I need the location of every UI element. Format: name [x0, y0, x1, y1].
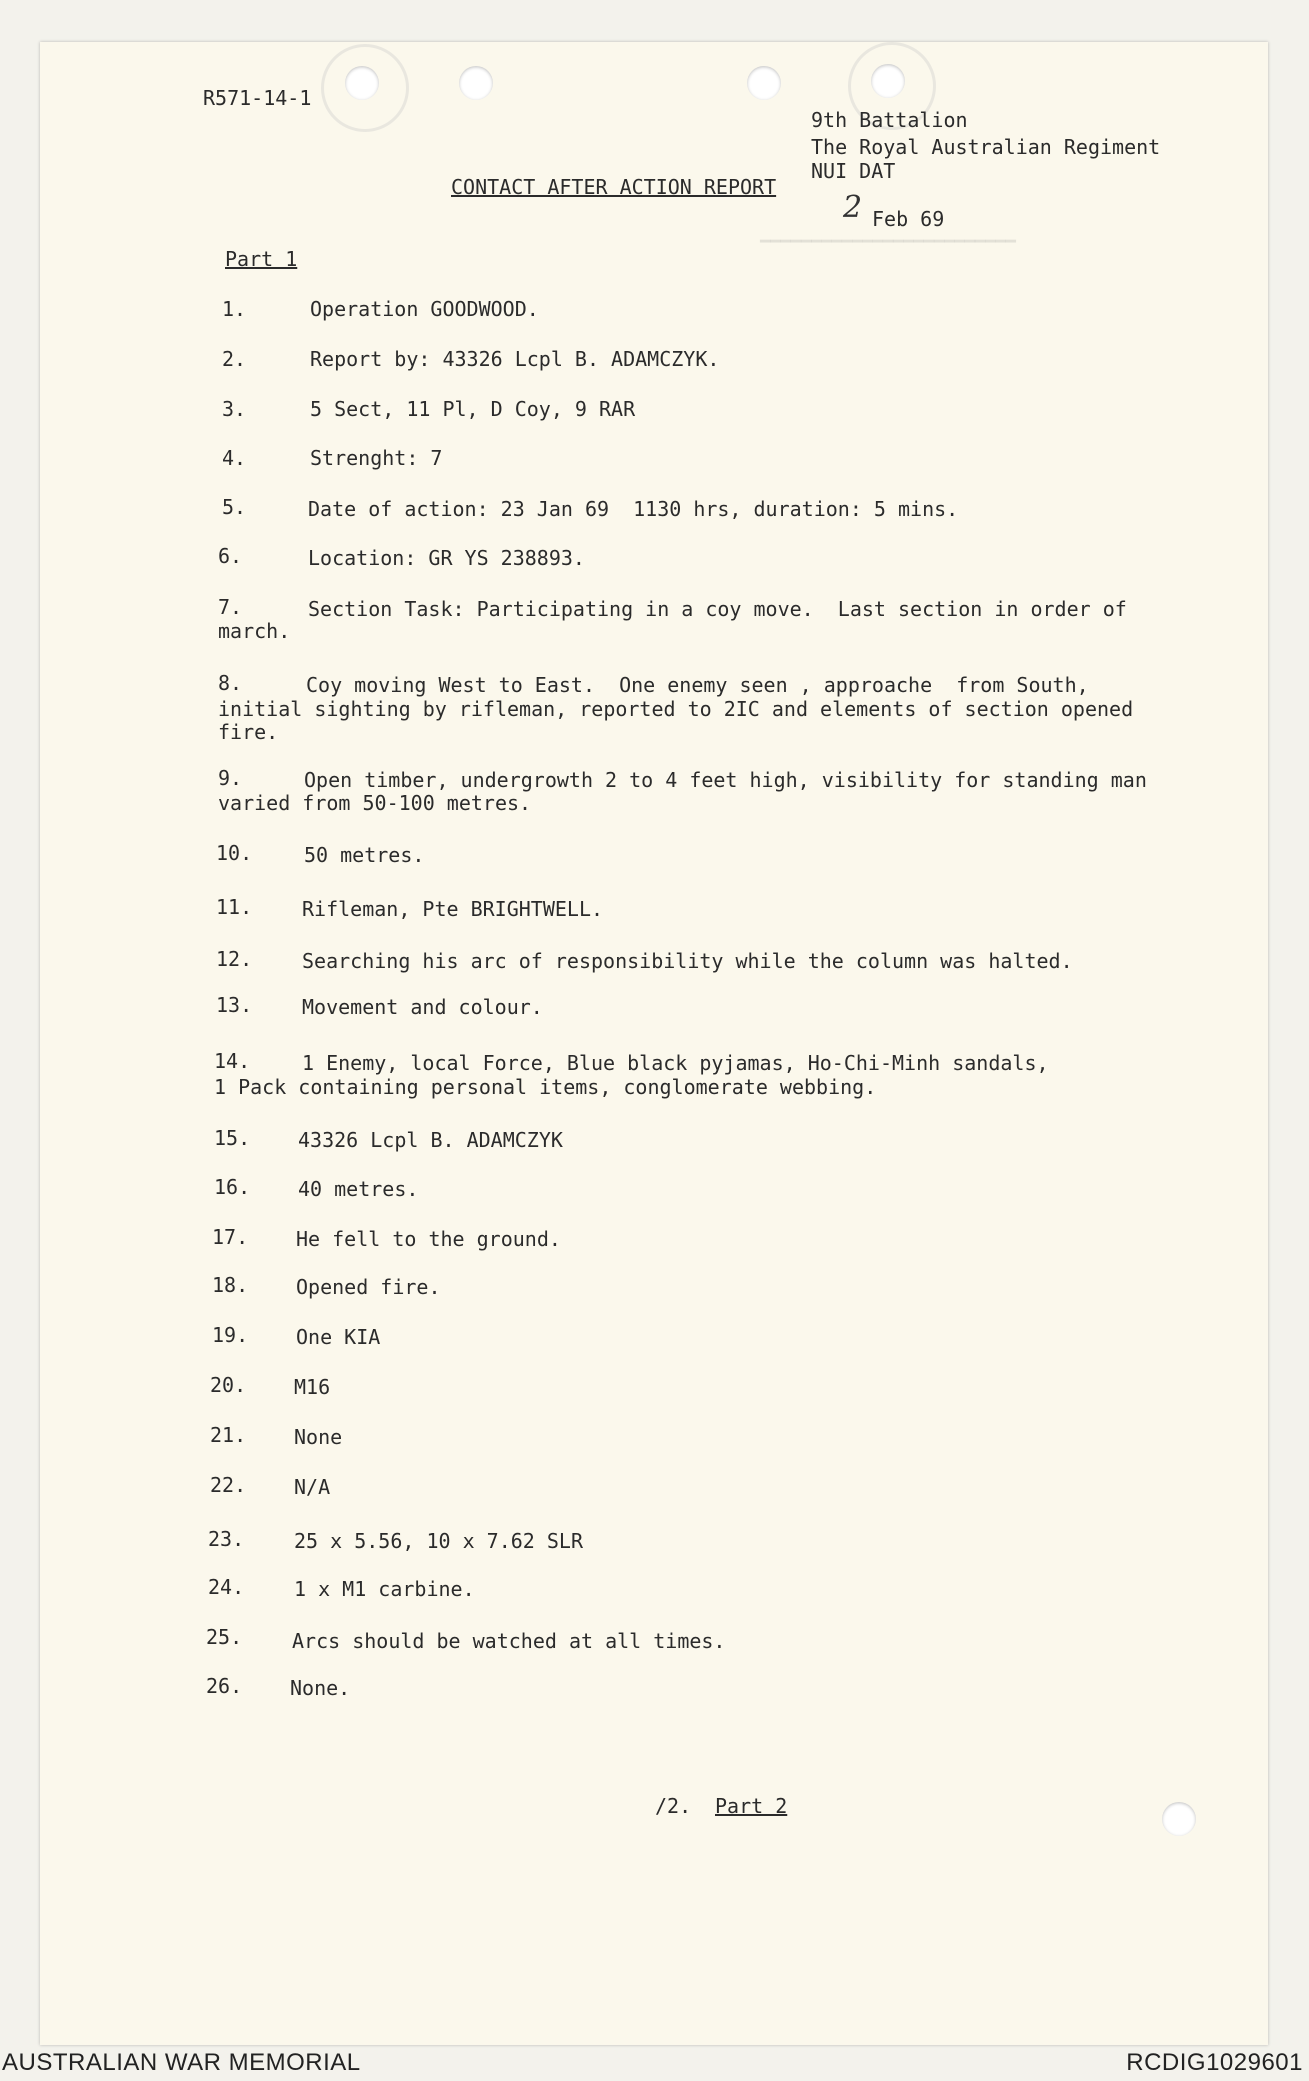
item-number: 2.: [222, 347, 247, 371]
item-text: 50 metres.: [304, 843, 425, 867]
punch-hole: [459, 66, 493, 100]
item-text: Rifleman, Pte BRIGHTWELL.: [302, 897, 604, 921]
item-number: 13.: [216, 993, 253, 1017]
item-text: Location: GR YS 238893.: [308, 546, 585, 570]
item-text: 1 x M1 carbine.: [294, 1577, 475, 1601]
item-text: Coy moving West to East. One enemy seen , approache from South,: [306, 673, 1089, 697]
report-date: Feb 69: [872, 207, 945, 231]
item-text: Searching his arc of responsibility while the column was halted.: [302, 949, 1073, 973]
unit-line-1: 9th Battalion: [811, 108, 968, 132]
item-number: 26.: [206, 1674, 243, 1698]
section-heading: Part 1: [225, 247, 298, 271]
item-text: Arcs should be watched at all times.: [292, 1629, 726, 1653]
item-number: 19.: [212, 1323, 249, 1347]
item-text: None: [294, 1425, 343, 1449]
item-text: None.: [290, 1676, 351, 1700]
item-text: Operation GOODWOOD.: [310, 297, 539, 321]
item-text-continuation: varied from 50-100 metres.: [218, 791, 532, 815]
footer-record-id: RCDIG1029601: [1126, 2049, 1303, 2076]
item-number: 8.: [218, 671, 243, 695]
item-text: M16: [294, 1375, 331, 1399]
item-number: 24.: [208, 1575, 245, 1599]
item-text: One KIA: [296, 1325, 381, 1349]
item-number: 4.: [222, 446, 247, 470]
unit-line-3: NUI DAT: [811, 159, 896, 183]
item-text: He fell to the ground.: [296, 1227, 561, 1251]
item-number: 18.: [212, 1273, 249, 1297]
item-text: 5 Sect, 11 Pl, D Coy, 9 RAR: [310, 397, 636, 421]
punch-hole: [1162, 1802, 1196, 1836]
item-number: 25.: [206, 1625, 243, 1649]
reference-number: R571-14-1: [203, 86, 312, 110]
item-number: 3.: [222, 397, 247, 421]
item-text: Date of action: 23 Jan 69 1130 hrs, duration: 5 mins.: [308, 497, 959, 521]
continuation-prefix: /2.: [655, 1794, 692, 1818]
item-number: 22.: [210, 1473, 247, 1497]
item-text: Open timber, undergrowth 2 to 4 feet high, visibility for standing man: [304, 768, 1147, 792]
item-text: 43326 Lcpl B. ADAMCZYK: [298, 1128, 563, 1152]
unit-line-2: The Royal Australian Regiment: [811, 135, 1161, 159]
item-text-continuation: march.: [218, 619, 291, 643]
item-text: N/A: [294, 1475, 331, 1499]
item-text: Strenght: 7: [310, 446, 443, 470]
item-number: 20.: [210, 1373, 247, 1397]
item-number: 17.: [212, 1225, 249, 1249]
punch-hole: [345, 66, 379, 100]
item-text: Report by: 43326 Lcpl B. ADAMCZYK.: [310, 347, 720, 371]
item-text: Section Task: Participating in a coy move. Last section in order of: [308, 597, 1127, 621]
footer-archive-name: AUSTRALIAN WAR MEMORIAL: [2, 2049, 361, 2076]
item-number: 21.: [210, 1423, 247, 1447]
item-number: 16.: [214, 1175, 251, 1199]
item-text-continuation: 1 Pack containing personal items, conglomerate webbing.: [214, 1075, 877, 1099]
punch-hole: [747, 66, 781, 100]
item-number: 7.: [218, 595, 243, 619]
item-number: 1.: [222, 297, 247, 321]
document-page: [40, 42, 1268, 2045]
item-number: 10.: [216, 841, 253, 865]
item-number: 23.: [208, 1527, 245, 1551]
item-number: 15.: [214, 1126, 251, 1150]
item-number: 14.: [214, 1049, 251, 1073]
item-text: 40 metres.: [298, 1177, 419, 1201]
item-text: Movement and colour.: [302, 995, 543, 1019]
item-text: 25 x 5.56, 10 x 7.62 SLR: [294, 1529, 583, 1553]
bleed-through-mark: ━━━━━━━━━━━━━━━━━━━━━━━━━: [760, 232, 1016, 252]
item-text: 1 Enemy, local Force, Blue black pyjamas, Ho-Chi-Minh sandals,: [302, 1051, 1049, 1075]
report-title: CONTACT AFTER ACTION REPORT: [451, 175, 777, 199]
punch-hole: [871, 64, 905, 98]
item-number: 12.: [216, 947, 253, 971]
item-number: 6.: [218, 544, 243, 568]
handwritten-date-day: 2: [843, 190, 863, 225]
item-text-continuation: initial sighting by rifleman, reported to 2IC and elements of section opened fire.: [218, 697, 1134, 744]
item-number: 9.: [218, 766, 243, 790]
item-text: Opened fire.: [296, 1275, 441, 1299]
continuation-part-link: Part 2: [715, 1794, 788, 1818]
item-number: 11.: [216, 895, 253, 919]
item-number: 5.: [222, 495, 247, 519]
